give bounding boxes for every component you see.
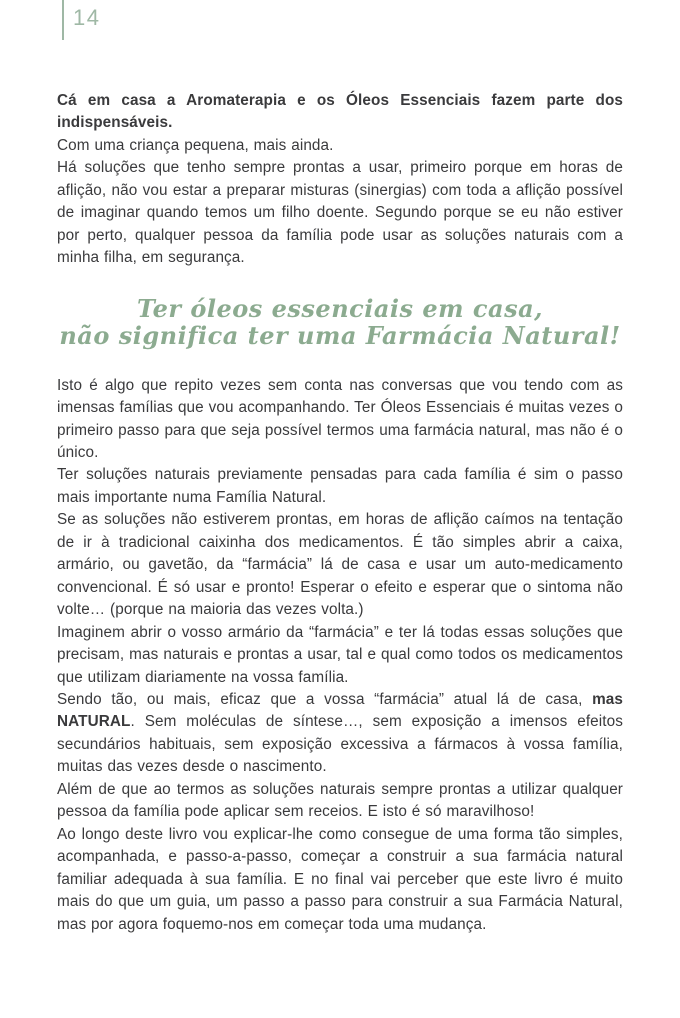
paragraph: Sendo tão, ou mais, eficaz que a vossa “farmácia” atual lá de casa, mas NATURAL. Sem moléculas de síntese…, sem exposição a imensos efeitos secundários habituais, sem exposição excessiva a fármacos à vossa família, muitas das vezes desde o nascimento. (57, 690, 623, 776)
paragraph: Isto é algo que repito vezes sem conta nas conversas que vou tendo com as imensas famílias que vou acompanhando. Ter Óleos Essenciais é muitas vezes o primeiro passo para que seja possível termos uma farmácia natural, mas não é o único. (57, 376, 623, 461)
paragraph: Cá em casa a Aromaterapia e os Óleos Essenciais fazem parte dos indispensáveis. (57, 92, 623, 132)
quote-block (57, 295, 623, 349)
page-number: 14 (73, 5, 101, 30)
quote-line-1: Ter óleos essenciais em casa, (136, 293, 544, 323)
body-text-after-quote (57, 375, 623, 936)
page-number-rule (62, 0, 64, 40)
paragraph: Além de que ao termos as soluções naturais sempre prontas a utilizar qualquer pessoa da família pode aplicar sem receios. E isto é só maravilhoso! (57, 780, 623, 821)
paragraph: Com uma criança pequena, mais ainda. (57, 136, 334, 154)
paragraph: Se as soluções não estiverem prontas, em horas de aflição caímos na tentação de ir à tradicional caixinha dos medicamentos. É tão simples abrir a caixa, armário, ou gavetão, da “farmácia” lá de casa e usar um auto-medicamento convencional. É só usar e pronto! Esperar o efeito e esperar que o sintoma não volte… (porque na maioria das vezes volta.) (57, 511, 623, 619)
paragraph: Ter soluções naturais previamente pensadas para cada família é sim o passo mais importante numa Família Natural. (57, 466, 623, 506)
page-header (62, 0, 100, 40)
paragraph: Imaginem abrir o vosso armário da “farmácia” e ter lá todas essas soluções que precisam, mas naturais e prontas a usar, tal e qual como todos os medicamentos que utilizam diariamente na vossa família. (57, 623, 623, 686)
quote-line-2: não significa ter uma Farmácia Natural! (59, 320, 621, 350)
body-text-before-quote (57, 90, 623, 270)
paragraph: Há soluções que tenho sempre prontas a usar, primeiro porque em horas de aflição, não vou estar a preparar misturas (sinergias) com toda a aflição possível de imaginar quando temos um filho doente. Segundo porque se eu não estiver por perto, qualquer pessoa da família pode usar as soluções naturais com a minha filha, em segurança. (57, 159, 623, 267)
paragraph: Ao longo deste livro vou explicar-lhe como consegue de uma forma tão simples, acompanhada, e passo-a-passo, começar a construir a sua farmácia natural familiar adequada à sua família. E no final vai perceber que este livro é muito mais do que um guia, um passo a passo para construir a sua Farmácia Natural, mas por agora foquemo-nos em começar toda uma mudança. (57, 825, 623, 933)
text-column (57, 90, 623, 936)
